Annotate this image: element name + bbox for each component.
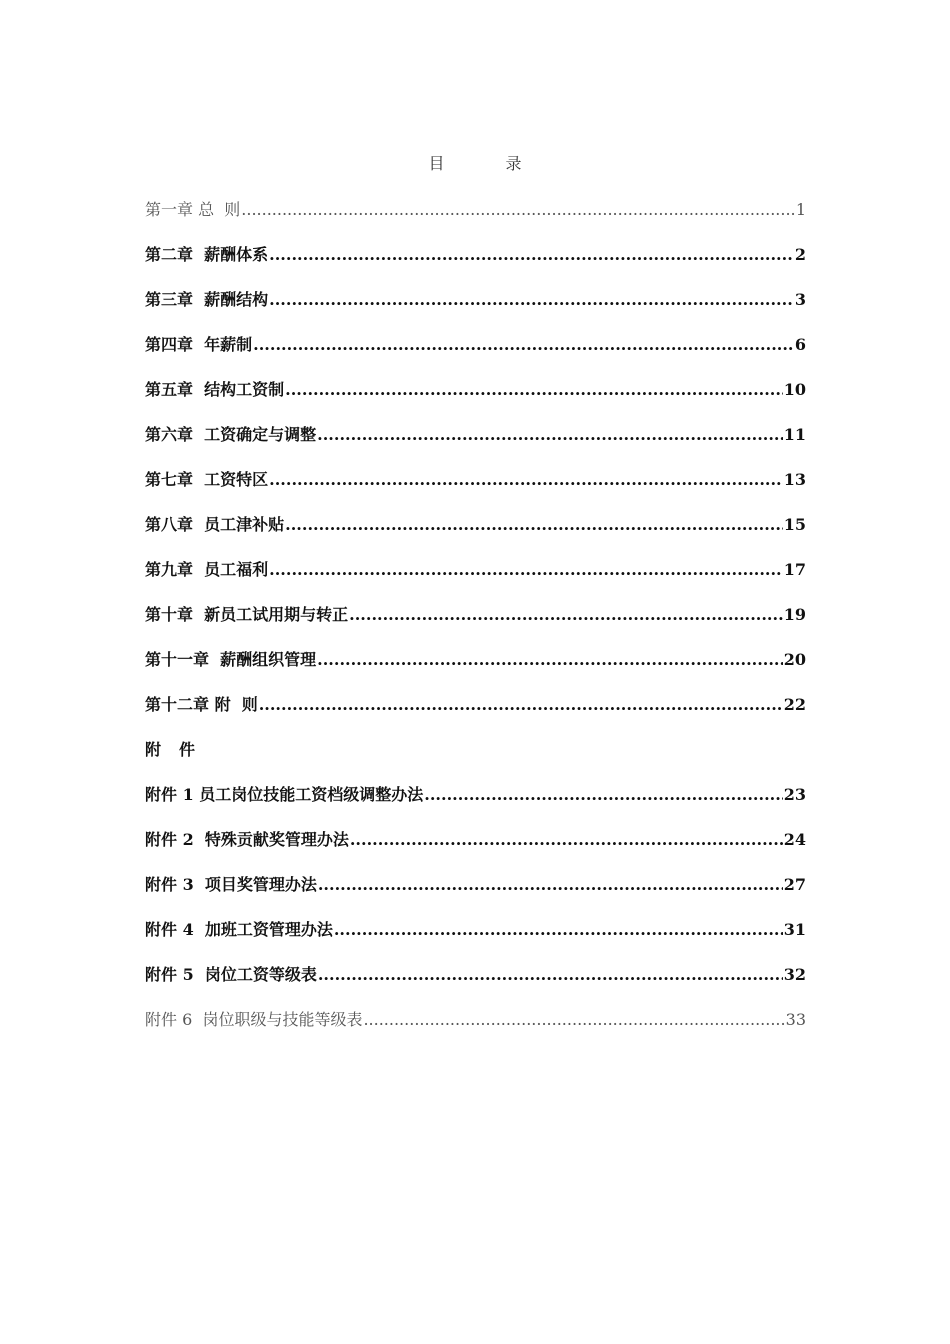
- toc-dot-leader: [285, 511, 783, 539]
- toc-page-number: 27: [783, 875, 806, 894]
- toc-entry-chapter-5[interactable]: [145, 376, 806, 421]
- toc-dot-leader: [241, 196, 795, 224]
- toc-dot-leader: [269, 556, 783, 584]
- toc-dot-leader: [350, 826, 783, 854]
- toc-page-number: 24: [783, 830, 806, 849]
- toc-dot-leader: [285, 376, 783, 404]
- toc-entry-appendix-3[interactable]: [145, 871, 806, 916]
- toc-page-number: 10: [783, 380, 806, 399]
- appendix-heading: 附件: [145, 740, 214, 759]
- toc-dot-leader: [334, 916, 783, 944]
- toc-entry-label: 第六章 工资确定与调整: [145, 425, 317, 444]
- toc-entry-appendix-1[interactable]: [145, 781, 806, 826]
- toc-dot-leader: [317, 421, 783, 449]
- toc-entry-chapter-6[interactable]: [145, 421, 806, 466]
- toc-page-number: 23: [783, 785, 806, 804]
- toc-entry-label: 第七章 工资特区: [145, 470, 269, 489]
- toc-entry-label: 第十一章 薪酬组织管理: [145, 650, 317, 669]
- toc-page-number: 3: [794, 290, 806, 309]
- toc-entry-label: 第二章 薪酬体系: [145, 245, 269, 264]
- toc-page-number: 22: [783, 695, 806, 714]
- toc-dot-leader: [269, 466, 783, 494]
- toc-title: 目 录: [428, 154, 550, 173]
- toc-dot-leader: [363, 1006, 784, 1034]
- toc-entry-label: 第八章 员工津补贴: [145, 515, 285, 534]
- toc-entry-label: 附件 2 特殊贡献奖管理办法: [145, 830, 349, 849]
- toc-entry-label: 第四章 年薪制: [145, 335, 253, 354]
- toc-entry-label: 第三章 薪酬结构: [145, 290, 269, 309]
- toc-entry-chapter-7[interactable]: [145, 466, 806, 511]
- toc-entry-appendix-6[interactable]: [145, 1006, 806, 1051]
- toc-entry-appendix-4[interactable]: [145, 916, 806, 961]
- toc-entry-chapter-9[interactable]: [145, 556, 806, 601]
- toc-page-number: 33: [785, 1010, 806, 1029]
- toc-page-number: 15: [783, 515, 806, 534]
- toc-dot-leader: [269, 286, 794, 314]
- toc-dot-leader: [424, 781, 782, 809]
- toc-entry-appendix-2[interactable]: [145, 826, 806, 871]
- toc-entry-chapter-10[interactable]: [145, 601, 806, 646]
- toc-entry-label: 附件 5 岗位工资等级表: [145, 965, 317, 984]
- toc-entry-label: 附件 4 加班工资管理办法: [145, 920, 333, 939]
- toc-entry-label: 第九章 员工福利: [145, 560, 269, 579]
- table-of-contents: [145, 196, 806, 1051]
- toc-page-number: 19: [783, 605, 806, 624]
- toc-page-number: 17: [783, 560, 806, 579]
- toc-entry-label: 附件 1 员工岗位技能工资档级调整办法: [145, 785, 424, 804]
- toc-page-number: 32: [783, 965, 806, 984]
- toc-page-number: 31: [783, 920, 806, 939]
- toc-dot-leader: [318, 961, 783, 989]
- toc-entry-chapter-11[interactable]: [145, 646, 806, 691]
- toc-entry-label: 第一章 总 则: [145, 200, 241, 219]
- toc-page-number: 1: [795, 200, 806, 219]
- toc-entry-chapter-12[interactable]: [145, 691, 806, 736]
- toc-page-number: 6: [794, 335, 806, 354]
- toc-entry-label: 附件 6 岗位职级与技能等级表: [145, 1010, 363, 1029]
- toc-page-number: 11: [783, 425, 806, 444]
- toc-entry-label: 附件 3 项目奖管理办法: [145, 875, 317, 894]
- toc-dot-leader: [259, 691, 783, 719]
- toc-entry-appendix-5[interactable]: [145, 961, 806, 1006]
- toc-entry-chapter-3[interactable]: [145, 286, 806, 331]
- toc-entry-label: 第十章 新员工试用期与转正: [145, 605, 349, 624]
- toc-entry-chapter-1[interactable]: [145, 196, 806, 241]
- toc-entry-label: 第十二章 附 则: [145, 695, 258, 714]
- toc-entry-chapter-8[interactable]: [145, 511, 806, 556]
- toc-entry-chapter-2[interactable]: [145, 241, 806, 286]
- toc-entry-chapter-4[interactable]: [145, 331, 806, 376]
- toc-page-number: 13: [783, 470, 806, 489]
- toc-dot-leader: [269, 241, 794, 269]
- toc-page-number: 20: [783, 650, 806, 669]
- toc-dot-leader: [253, 331, 794, 359]
- toc-entry-label: 第五章 结构工资制: [145, 380, 285, 399]
- toc-dot-leader: [318, 871, 783, 899]
- toc-page-number: 2: [794, 245, 806, 264]
- toc-dot-leader: [349, 601, 783, 629]
- toc-dot-leader: [317, 646, 783, 674]
